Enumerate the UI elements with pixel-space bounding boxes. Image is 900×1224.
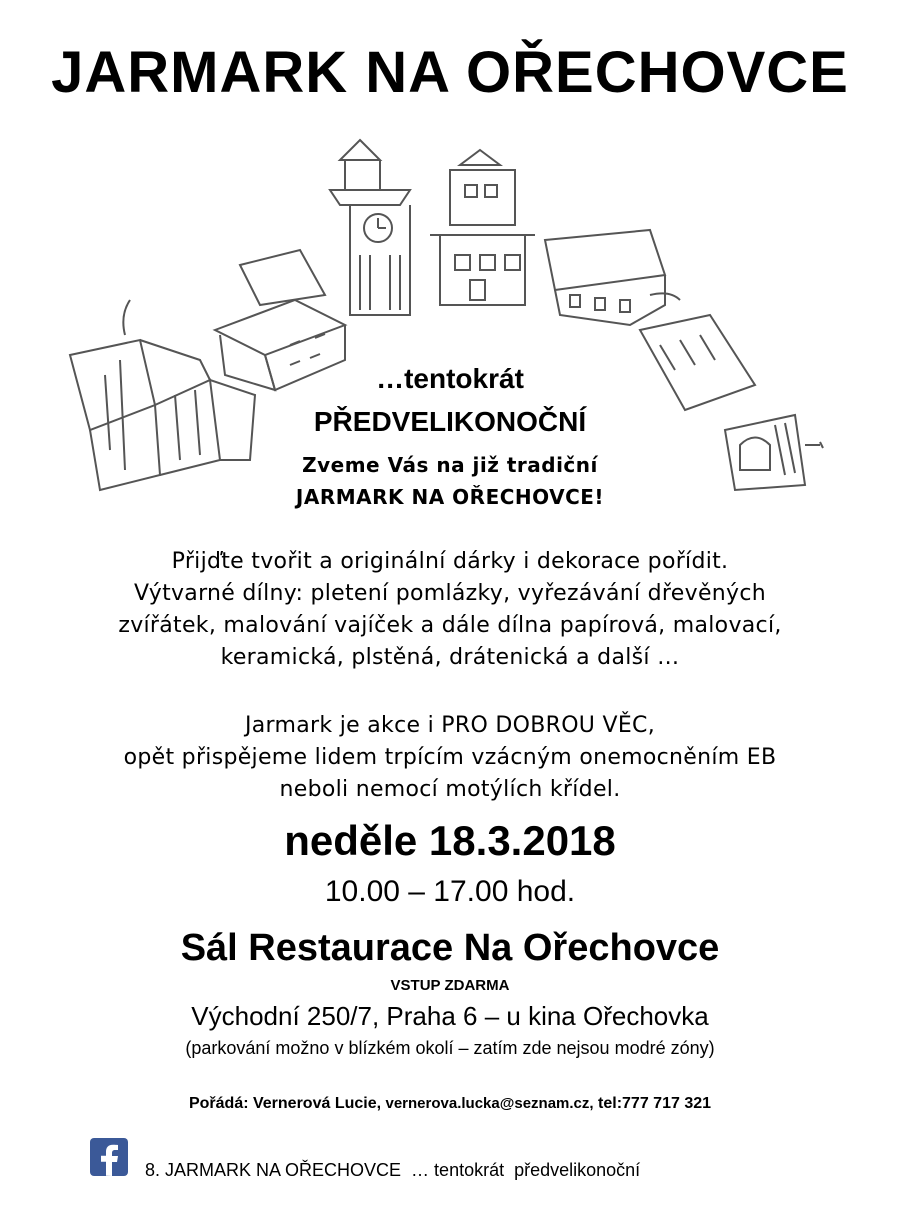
- workshops-line: keramická, plstěná, drátenická a další …: [220, 645, 680, 670]
- organizer-phone[interactable]: tel:777 717 321: [598, 1095, 712, 1112]
- charity-line: opět přispějeme lidem trpícím vzácným onemocněním EB: [123, 745, 777, 770]
- organizer-line: [0, 1093, 900, 1115]
- workshops-paragraph: [0, 546, 900, 674]
- workshops-line: Výtvarné dílny: pletení pomlázky, vyřezávání dřevěných: [133, 581, 766, 606]
- tagline-predvelikonocni: PŘEDVELIKONOČNÍ: [313, 406, 587, 437]
- organizer-email[interactable]: vernerova.lucka@seznam.cz,: [385, 1095, 594, 1112]
- roof-house-sketch: [545, 230, 680, 325]
- free-entry-label: VSTUP ZDARMA: [390, 977, 510, 994]
- event-address: Východní 250/7, Praha 6 – u kina Ořechovka: [191, 1001, 709, 1031]
- charity-line: Jarmark je akce i PRO DOBROU VĚC,: [244, 713, 656, 738]
- charity-line: neboli nemocí motýlích křídel.: [279, 777, 621, 802]
- event-time: 10.00 – 17.00 hod.: [324, 875, 576, 908]
- facebook-event-link[interactable]: 8. JARMARK NA OŘECHOVCE … tentokrát předvelikonoční: [145, 1160, 641, 1180]
- tagline-invite: Zveme Vás na již tradiční: [302, 453, 598, 477]
- parking-note: (parkování možno v blízkém okolí – zatím zde nejsou modré zóny): [185, 1038, 715, 1058]
- tagline-jarmark: JARMARK NA OŘECHOVCE!: [295, 485, 605, 509]
- facebook-icon[interactable]: [90, 1138, 128, 1176]
- gabled-house-sketch: [430, 150, 535, 305]
- event-date: neděle 18.3.2018: [284, 817, 616, 864]
- organizer-name: Pořádá: Vernerová Lucie,: [188, 1095, 382, 1112]
- charity-paragraph: [0, 710, 900, 806]
- workshops-line: zvířátek, malování vajíček a dále dílna papírová, malovací,: [118, 613, 782, 638]
- tagline-tentokrat: …tentokrát: [376, 363, 524, 394]
- workshops-line: Přijďte tvořit a originální dárky i dekorace pořídit.: [171, 549, 729, 574]
- event-venue: Sál Restaurace Na Ořechovce: [180, 927, 720, 969]
- clock-tower-sketch: [330, 140, 410, 315]
- poster-title: JARMARK NA OŘECHOVCE: [51, 40, 849, 105]
